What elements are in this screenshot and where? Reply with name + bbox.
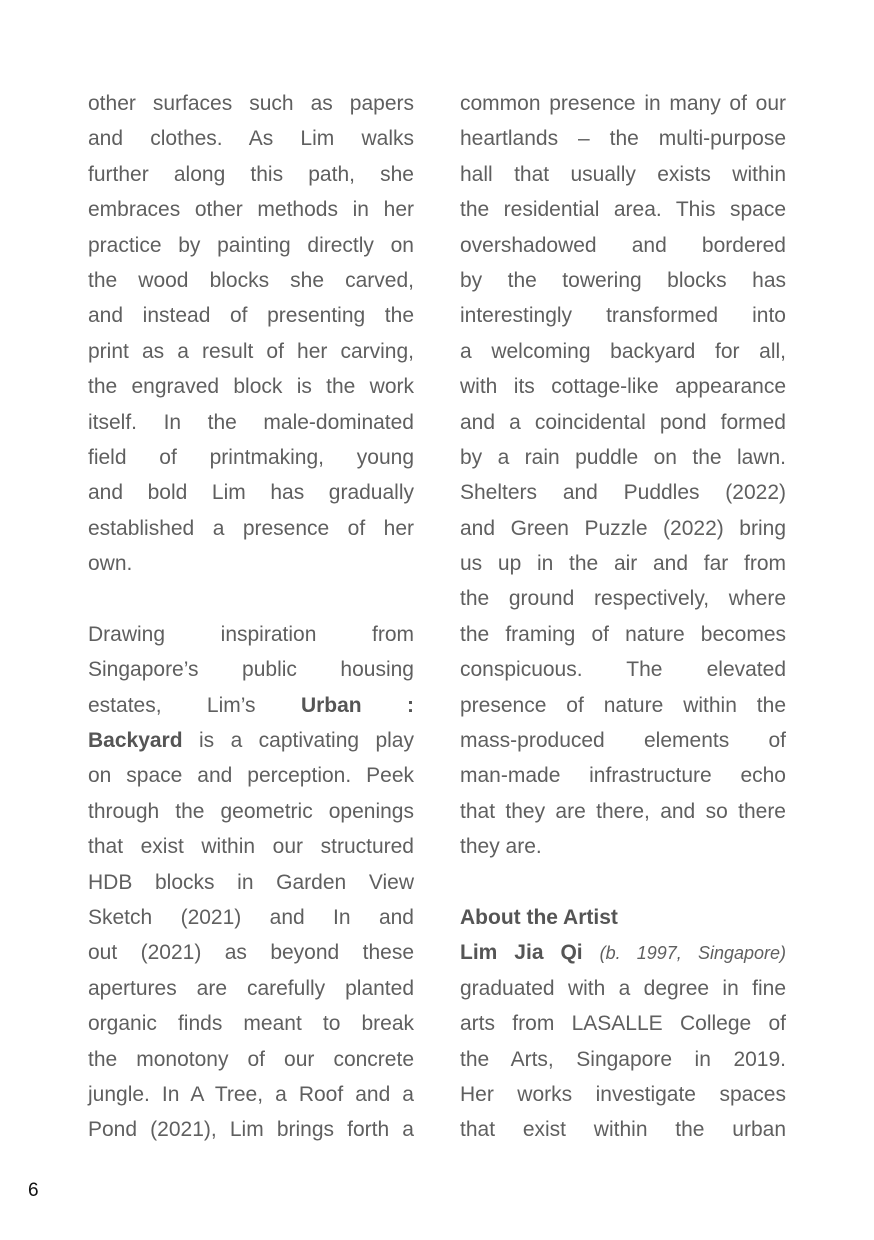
text-line-content: through the geometric openings bbox=[88, 799, 414, 823]
text-line-content: Pond (2021), Lim brings forth a bbox=[88, 1118, 414, 1142]
text-line-content: apertures are carefully planted bbox=[88, 976, 414, 1000]
text-line bbox=[460, 723, 786, 758]
text-line-content: Shelters and Puddles (2022) bbox=[460, 481, 786, 505]
artwork-title: Urban : bbox=[300, 693, 415, 717]
text-line-content: and clothes. As Lim walks bbox=[88, 127, 414, 151]
text-line-content: interestingly transformed into bbox=[460, 304, 786, 328]
text-line bbox=[460, 121, 786, 156]
text-line bbox=[88, 86, 414, 121]
text-line-content: further along this path, she bbox=[88, 162, 414, 186]
text-line bbox=[88, 723, 414, 758]
text-line bbox=[88, 228, 414, 263]
text-line-content: common presence in many of our bbox=[460, 92, 786, 115]
text-line bbox=[88, 1112, 414, 1147]
left-paragraph-2 bbox=[88, 617, 414, 1148]
text-line-content: the monotony of our concrete bbox=[88, 1047, 414, 1071]
artist-info: (b. 1997, Singapore) bbox=[599, 943, 787, 964]
text-line-content: and Green Puzzle (2022) bring bbox=[460, 516, 786, 540]
text-segment: is a captivating play bbox=[198, 729, 414, 753]
text-line-content: they are. bbox=[460, 835, 542, 859]
artwork-title: Backyard bbox=[88, 729, 183, 753]
page-number: 6 bbox=[28, 1180, 39, 1201]
text-line-content: graduated with a degree in fine bbox=[460, 976, 786, 1000]
text-line bbox=[88, 794, 414, 829]
text-line bbox=[460, 1077, 786, 1112]
text-line bbox=[88, 1006, 414, 1041]
about-body bbox=[460, 971, 786, 1148]
text-line-content: Her works investigate spaces bbox=[460, 1082, 786, 1106]
text-line-content: own. bbox=[88, 552, 133, 576]
text-line bbox=[460, 1006, 786, 1041]
text-line bbox=[460, 829, 786, 864]
text-line bbox=[460, 475, 786, 510]
text-line bbox=[88, 900, 414, 935]
text-line-content: the wood blocks she carved, bbox=[88, 268, 414, 292]
text-line-content: overshadowed and bordered bbox=[460, 233, 786, 257]
text-line-content: that exist within our structured bbox=[88, 835, 414, 859]
text-line bbox=[460, 157, 786, 192]
text-line-content: that exist within the urban bbox=[460, 1118, 786, 1142]
text-line-content: out (2021) as beyond these bbox=[88, 941, 414, 965]
text-line bbox=[460, 86, 786, 121]
paragraph-spacer bbox=[88, 581, 414, 616]
text-line: Singapore’s public housing bbox=[88, 658, 414, 682]
text-line-content: established a presence of her bbox=[88, 516, 414, 540]
left-paragraph-2-rest bbox=[88, 758, 414, 1147]
text-line-content: arts from LASALLE College of bbox=[460, 1012, 786, 1036]
text-line bbox=[88, 334, 414, 369]
text-line bbox=[460, 581, 786, 616]
text-line bbox=[460, 298, 786, 333]
about-heading-line bbox=[460, 900, 786, 935]
text-line bbox=[460, 617, 786, 652]
text-line-content: embraces other methods in her bbox=[88, 198, 414, 222]
text-line bbox=[460, 405, 786, 440]
text-line-content: with its cottage-like appearance bbox=[460, 375, 786, 399]
text-line bbox=[88, 688, 414, 723]
text-line bbox=[88, 1077, 414, 1112]
text-line bbox=[460, 334, 786, 369]
text-line bbox=[88, 157, 414, 192]
text-line bbox=[88, 440, 414, 475]
text-line bbox=[460, 971, 786, 1006]
text-line bbox=[460, 688, 786, 723]
text-line bbox=[460, 546, 786, 581]
text-line-content: heartlands – the multi-purpose bbox=[460, 127, 786, 151]
text-line-content: by a rain puddle on the lawn. bbox=[460, 445, 786, 469]
text-line-content: a welcoming backyard for all, bbox=[460, 339, 786, 363]
text-line bbox=[88, 829, 414, 864]
text-line bbox=[88, 298, 414, 333]
text-line-content: mass-produced elements of bbox=[460, 729, 786, 753]
artist-name: Lim Jia Qi bbox=[460, 941, 583, 965]
text-line-content: man-made infrastructure echo bbox=[460, 764, 786, 788]
right-paragraph-1 bbox=[460, 86, 786, 865]
text-line-content: field of printmaking, young bbox=[88, 445, 414, 469]
text-line-content: practice by painting directly on bbox=[88, 233, 414, 257]
text-line bbox=[88, 475, 414, 510]
left-paragraph-1 bbox=[88, 86, 414, 581]
text-line bbox=[460, 440, 786, 475]
text-line-content: the ground respectively, where bbox=[460, 587, 786, 611]
text-line bbox=[460, 758, 786, 793]
text-line-content: presence of nature within the bbox=[460, 693, 786, 717]
text-line-content: and a coincidental pond formed bbox=[460, 410, 786, 434]
text-line bbox=[88, 758, 414, 793]
paragraph-spacer bbox=[460, 865, 786, 900]
text-line-content: us up in the air and far from bbox=[460, 552, 786, 576]
text-line-content: and bold Lim has gradually bbox=[88, 481, 414, 505]
text-line bbox=[88, 865, 414, 900]
text-segment: estates, Lim’s bbox=[88, 693, 256, 717]
text-line bbox=[88, 263, 414, 298]
text-line-content: print as a result of her carving, bbox=[88, 339, 414, 363]
text-line bbox=[460, 369, 786, 404]
text-line bbox=[460, 511, 786, 546]
text-line-content: itself. In the male-dominated bbox=[88, 410, 414, 434]
text-line-content: hall that usually exists within bbox=[460, 162, 786, 186]
text-line-content: HDB blocks in Garden View bbox=[88, 870, 414, 894]
about-heading: About the Artist bbox=[460, 905, 618, 929]
text-line-content: on space and perception. Peek bbox=[88, 764, 414, 788]
text-line-content: by the towering blocks has bbox=[460, 268, 786, 292]
text-line bbox=[88, 121, 414, 156]
text-line bbox=[88, 405, 414, 440]
text-line bbox=[460, 794, 786, 829]
text-line bbox=[460, 1042, 786, 1077]
text-line-content: the framing of nature becomes bbox=[460, 622, 786, 646]
text-line bbox=[88, 511, 414, 546]
text-line-content: organic finds meant to break bbox=[88, 1012, 414, 1036]
text-line bbox=[88, 935, 414, 970]
text-line-content: the Arts, Singapore in 2019. bbox=[460, 1047, 786, 1071]
text-line bbox=[460, 228, 786, 263]
right-column bbox=[460, 86, 786, 1148]
text-line bbox=[460, 1112, 786, 1147]
text-line bbox=[460, 263, 786, 298]
text-line-content: the residential area. This space bbox=[460, 198, 786, 222]
text-line bbox=[460, 192, 786, 227]
text-line-content: Sketch (2021) and In and bbox=[88, 905, 414, 929]
text-line-content: other surfaces such as papers bbox=[88, 92, 414, 115]
text-line-content: conspicuous. The elevated bbox=[460, 658, 786, 682]
text-line bbox=[88, 546, 414, 581]
text-line bbox=[460, 652, 786, 687]
text-line-content: that they are there, and so there bbox=[460, 799, 786, 823]
text-line-content: jungle. In A Tree, a Roof and a bbox=[88, 1082, 414, 1106]
text-line bbox=[88, 369, 414, 404]
text-line bbox=[88, 971, 414, 1006]
text-line-content: the engraved block is the work bbox=[88, 375, 414, 399]
text-line: Drawing inspiration from bbox=[88, 622, 414, 646]
about-section bbox=[460, 900, 786, 1148]
text-line bbox=[88, 1042, 414, 1077]
artist-line bbox=[460, 935, 786, 970]
left-column bbox=[88, 86, 414, 1148]
text-line-content: and instead of presenting the bbox=[88, 304, 414, 328]
text-line bbox=[88, 192, 414, 227]
